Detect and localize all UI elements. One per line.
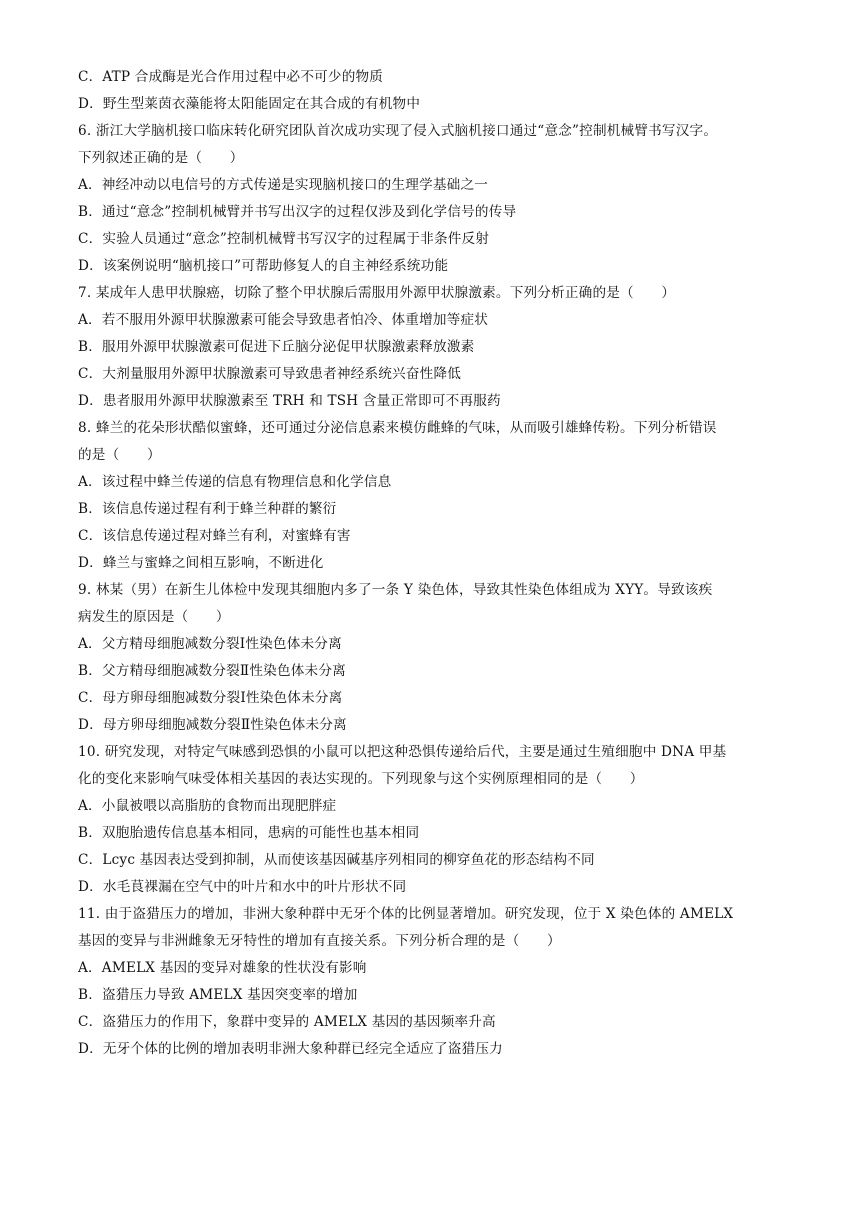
question-8-stem: 8. 蜂兰的花朵形状酷似蜜蜂，还可通过分泌信息素来模仿雌蜂的气味，从而吸引雄蜂传粉。下列分析错误 [78,420,717,436]
option-line: D．该案例说明“脑机接口”可帮助修复人的自主神经系统功能 [78,258,449,274]
question-10-stem-cont: 化的变化来影响气味受体相关基因的表达实现的。下列现象与这个实例原理相同的是（ ） [78,771,644,787]
question-6-stem: 6. 浙江大学脑机接口临床转化研究团队首次成功实现了侵入式脑机接口通过“意念”控制机械臂书写汉字。 [78,123,718,139]
option-line: C．该信息传递过程对蜂兰有利，对蜜蜂有害 [78,528,351,544]
option-line: C．大剂量服用外源甲状腺激素可导致患者神经系统兴奋性降低 [78,366,462,382]
option-line: C．ATP 合成酶是光合作用过程中必不可少的物质 [78,69,384,85]
question-11-stem-cont: 基因的变异与非洲雌象无牙特性的增加有直接关系。下列分析合理的是（ ） [78,933,561,949]
question-8-stem-cont: 的是（ ） [78,447,161,463]
option-line: C．Lcyc 基因表达受到抑制，从而使该基因碱基序列相同的柳穿鱼花的形态结构不同 [78,852,595,868]
option-line: D．水毛茛裸漏在空气中的叶片和水中的叶片形状不同 [78,879,407,895]
option-line: C．实验人员通过“意念”控制机械臂书写汉字的过程属于非条件反射 [78,231,490,247]
option-line: A．该过程中蜂兰传递的信息有物理信息和化学信息 [78,474,392,490]
question-10-stem: 10. 研究发现，对特定气味感到恐惧的小鼠可以把这种恐惧传递给后代，主要是通过生殖细胞中 DNA 甲基 [78,744,727,760]
question-11-stem: 11. 由于盗猎压力的增加，非洲大象种群中无牙个体的比例显著增加。研究发现，位于 X 染色体的 AMELX [78,906,734,922]
question-6-stem-cont: 下列叙述正确的是（ ） [78,150,244,166]
option-line: A．神经冲动以电信号的方式传递是实现脑机接口的生理学基础之一 [78,177,489,193]
option-line: B．盗猎压力导致 AMELX 基因突变率的增加 [78,987,358,1003]
option-line: D．母方卵母细胞减数分裂Ⅱ性染色体未分离 [78,717,347,733]
question-7-stem: 7. 某成年人患甲状腺癌，切除了整个甲状腺后需服用外源甲状腺激素。下列分析正确的是（ ） [78,285,676,301]
option-line: D．患者服用外源甲状腺激素至 TRH 和 TSH 含量正常即可不再服药 [78,393,501,409]
option-line: A．小鼠被喂以高脂肪的食物而出现肥胖症 [78,798,337,814]
question-9-stem: 9. 林某（男）在新生儿体检中发现其细胞内多了一条 Y 染色体，导致其性染色体组成为 XYY。导致该疾 [78,582,713,598]
option-line: B．双胞胎遗传信息基本相同，患病的可能性也基本相同 [78,825,420,841]
option-line: D．无牙个体的比例的增加表明非洲大象种群已经完全适应了盗猎压力 [78,1041,503,1057]
option-line: B．服用外源甲状腺激素可促进下丘脑分泌促甲状腺激素释放激素 [78,339,475,355]
option-line: C．盗猎压力的作用下，象群中变异的 AMELX 基因的基因频率升高 [78,1014,496,1030]
question-9-stem-cont: 病发生的原因是（ ） [78,609,230,625]
option-line: C．母方卵母细胞减数分裂Ⅰ性染色体未分离 [78,690,343,706]
option-line: B．通过“意念”控制机械臂并书写出汉字的过程仅涉及到化学信号的传导 [78,204,517,220]
option-line: D．野生型莱茵衣藻能将太阳能固定在其合成的有机物中 [78,96,421,112]
option-line: D．蜂兰与蜜蜂之间相互影响，不断进化 [78,555,324,571]
exam-page [78,64,788,1063]
option-line: A．AMELX 基因的变异对雄象的性状没有影响 [78,960,367,976]
option-line: B．父方精母细胞减数分裂Ⅱ性染色体未分离 [78,663,346,679]
option-line: A．若不服用外源甲状腺激素可能会导致患者怕冷、体重增加等症状 [78,312,489,328]
option-line: A．父方精母细胞减数分裂Ⅰ性染色体未分离 [78,636,342,652]
option-line: B．该信息传递过程有利于蜂兰种群的繁衍 [78,501,337,517]
